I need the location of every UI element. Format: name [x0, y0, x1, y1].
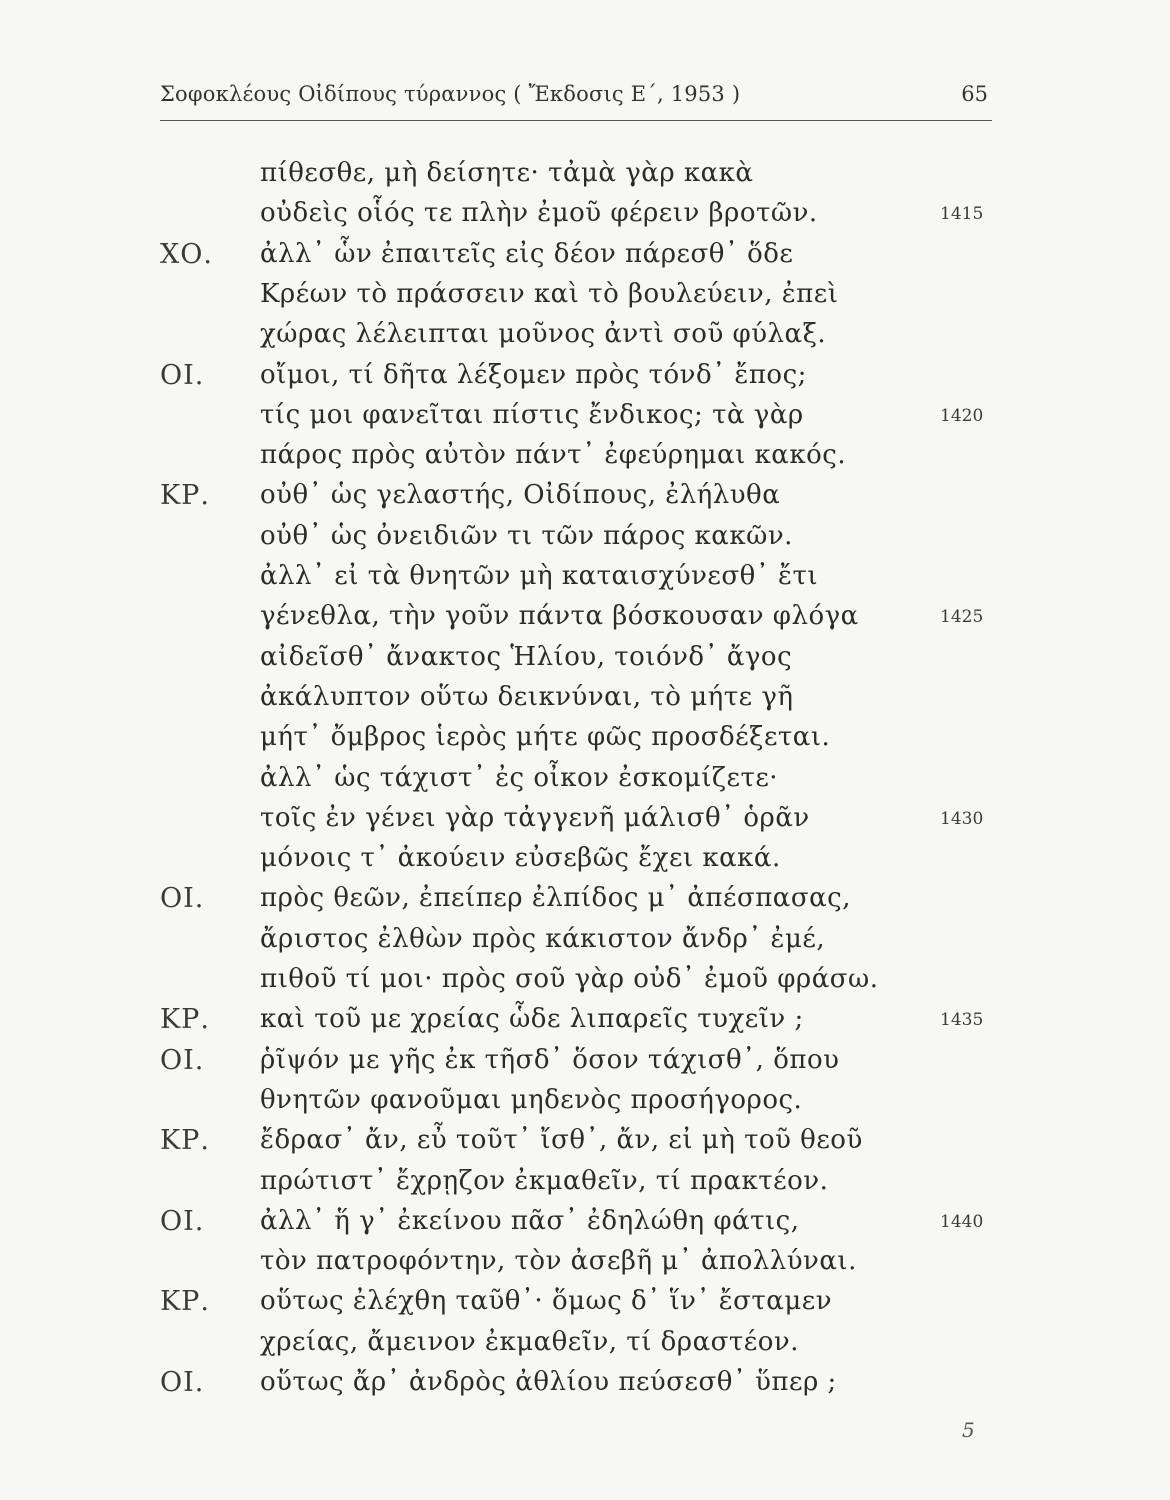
verse-text-line: μόνοις τ᾽ ἀκούειν εὐσεβῶς ἔχει κακά.	[260, 843, 781, 874]
line-number: 1425	[940, 607, 984, 628]
verse-line	[0, 360, 1170, 400]
verse-text-line: ἀλλ᾽ ὧν ἐπαιτεῖς εἰς δέον πάρεσθ᾽ ὅδε	[260, 238, 794, 269]
line-number: 1440	[940, 1211, 984, 1232]
signature-mark: 5	[962, 1418, 975, 1442]
verse-line	[0, 198, 1170, 238]
verse-line	[0, 1246, 1170, 1286]
verse-line	[0, 883, 1170, 923]
verse-line	[0, 763, 1170, 803]
speaker-label: ΚΡ.	[160, 480, 210, 512]
line-number: 1435	[940, 1010, 984, 1031]
speaker-label: ΟΙ.	[160, 359, 205, 391]
verse-line	[0, 1206, 1170, 1246]
verse-line	[0, 964, 1170, 1004]
verse-text-line: πίθεσθε, μὴ δείσητε· τἀμὰ γὰρ κακὰ	[260, 158, 754, 188]
verse-text-line: μήτ᾽ ὄμβρος ἱερὸς μήτε φῶς προσδέξεται.	[260, 722, 831, 753]
verse-text-line: τοῖς ἐν γένει γὰρ τἀγγενῆ μάλισθ᾽ ὁρᾶν	[260, 802, 810, 833]
verse-text-line: οὐθ᾽ ὡς γελαστής, Οἰδίπους, ἐλήλυθα	[260, 480, 781, 511]
verse-line	[0, 803, 1170, 843]
verse-text-line: γένεθλα, τὴν γοῦν πάντα βόσκουσαν φλόγα	[260, 601, 859, 632]
verse-text-line: θνητῶν φανοῦμαι μηδενὸς προσήγορος.	[260, 1084, 803, 1115]
verse-line	[0, 1004, 1170, 1044]
verse-text-line: ῥῖψόν με γῆς ἐκ τῆσδ᾽ ὅσον τάχισθ᾽, ὅπου	[260, 1044, 840, 1075]
verse-line	[0, 440, 1170, 480]
speaker-label: ΟΙ.	[160, 1205, 205, 1237]
line-number: 1415	[940, 204, 984, 225]
verse-text-line: ἀλλ᾽ ἥ γ᾽ ἐκείνου πᾶσ᾽ ἐδηλώθη φάτις,	[260, 1205, 800, 1236]
speaker-label: ΧΟ.	[160, 238, 213, 270]
speaker-label: ΚΡ.	[160, 1004, 210, 1036]
verse-text-line: οἴμοι, τί δῆτα λέξομεν πρὸς τόνδ᾽ ἔπος;	[260, 359, 807, 390]
line-number: 1420	[940, 405, 984, 426]
verse-text-line: ἀλλ᾽ ὡς τάχιστ᾽ ἐς οἶκον ἐσκομίζετε·	[260, 762, 779, 793]
line-number: 1430	[940, 808, 984, 829]
verse-text-line: οὕτως ἐλέχθη ταῦθ᾽· ὅμως δ᾽ ἵν᾽ ἔσταμεν	[260, 1286, 833, 1317]
verse-text-line: πάρος πρὸς αὐτὸν πάντ᾽ ἐφεύρημαι κακός.	[260, 440, 847, 471]
verse-text-line: ἀλλ᾽ εἰ τὰ θνητῶν μὴ καταισχύνεσθ᾽ ἔτι	[260, 561, 819, 591]
speaker-label: ΟΙ.	[160, 1044, 205, 1076]
verse-line	[0, 561, 1170, 601]
verse-text-line: τίς μοι φανεῖται πίστις ἔνδικος; τὰ γὰρ	[260, 399, 804, 430]
verse-line	[0, 1125, 1170, 1165]
verse-text-line: χώρας λέλειπται μοῦνος ἀντὶ σοῦ φύλαξ.	[260, 319, 827, 350]
verse-line	[0, 1327, 1170, 1367]
verse-line	[0, 601, 1170, 641]
verse-text-line: Κρέων τὸ πράσσειν καὶ τὸ βουλεύειν, ἐπεὶ	[260, 278, 839, 309]
verse-line	[0, 480, 1170, 520]
verse-text-line: ἄριστος ἐλθὼν πρὸς κάκιστον ἄνδρ᾽ ἐμέ,	[260, 923, 826, 954]
verse-text-line: πρώτιστ᾽ ἔχρῃζον ἐκμαθεῖν, τί πρακτέον.	[260, 1165, 829, 1196]
verse-text-line: αἰδεῖσθ᾽ ἄνακτος Ἡλίου, τοιόνδ᾽ ἄγος	[260, 641, 793, 672]
verse-text-line: οὐθ᾽ ὡς ὀνειδιῶν τι τῶν πάρος κακῶν.	[260, 520, 793, 551]
verse-line	[0, 239, 1170, 279]
verse-text-line: χρείας, ἄμεινον ἐκμαθεῖν, τί δραστέον.	[260, 1326, 799, 1357]
verse-line	[0, 843, 1170, 883]
speaker-label: ΚΡ.	[160, 1286, 210, 1318]
verse-line	[0, 924, 1170, 964]
speaker-label: ΚΡ.	[160, 1125, 210, 1157]
verse-line	[0, 722, 1170, 762]
verse-text-line: πιθοῦ τί μοι· πρὸς σοῦ γὰρ οὐδ᾽ ἐμοῦ φράσω.	[260, 964, 879, 994]
speaker-label: ΟΙ.	[160, 883, 205, 915]
verse-text-line: οὕτως ἄρ᾽ ἀνδρὸς ἀθλίου πεύσεσθ᾽ ὕπερ ;	[260, 1367, 837, 1397]
verse-line	[0, 642, 1170, 682]
verse-text-line: καὶ τοῦ με χρείας ὧδε λιπαρεῖς τυχεῖν ;	[260, 1004, 804, 1035]
verse-line	[0, 1085, 1170, 1125]
header-title: Σοφοκλέους Οἰδίπους τύραννος ( Ἔκδοσις Ε΄, 1953 )	[160, 82, 741, 106]
verse-text-line: οὐδεὶς οἷός τε πλὴν ἐμοῦ φέρειν βροτῶν.	[260, 198, 818, 229]
verse-line	[0, 1045, 1170, 1085]
verse-line	[0, 521, 1170, 561]
page-number: 65	[961, 82, 988, 106]
verse-line	[0, 158, 1170, 198]
verse-line	[0, 319, 1170, 359]
verse-line	[0, 400, 1170, 440]
verse-line	[0, 1166, 1170, 1206]
verse-text-line: ἀκάλυπτον οὕτω δεικνύναι, τὸ μήτε γῆ	[260, 681, 794, 712]
verse-line	[0, 682, 1170, 722]
verse-text-line: πρὸς θεῶν, ἐπείπερ ἐλπίδος μ᾽ ἀπέσπασας,	[260, 883, 851, 914]
verse-text-line: ἔδρασ᾽ ἄν, εὖ τοῦτ᾽ ἴσθ᾽, ἄν, εἰ μὴ τοῦ θεοῦ	[260, 1125, 863, 1156]
verse-line	[0, 1286, 1170, 1326]
verse-text-line: τὸν πατροφόντην, τὸν ἀσεβῆ μ᾽ ἀπολλύναι.	[260, 1246, 857, 1277]
verse-line	[0, 279, 1170, 319]
verse-line	[0, 1367, 1170, 1407]
speaker-label: ΟΙ.	[160, 1367, 205, 1398]
